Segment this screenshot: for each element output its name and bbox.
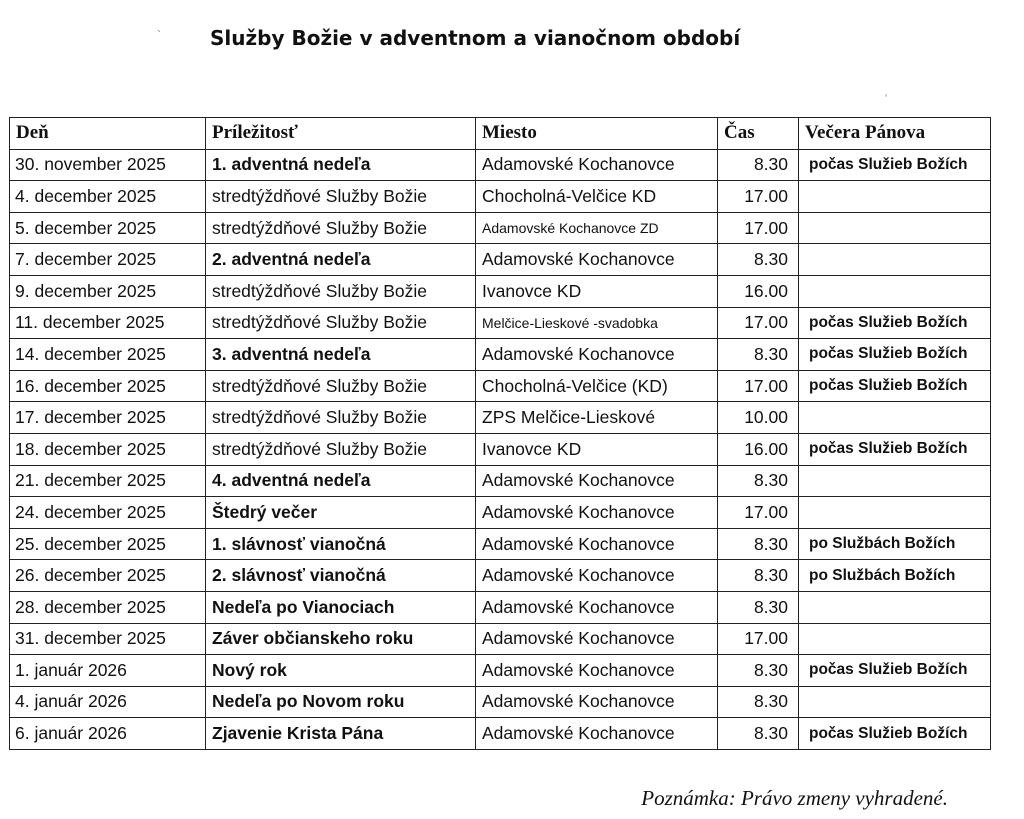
occasion-cell: stredtýždňové Služby Božie [206,307,476,339]
day-cell: 11. december 2025 [10,307,206,339]
table-row [10,560,991,592]
occasion-cell: stredtýždňové Služby Božie [206,433,476,465]
day-cell: 4. január 2026 [10,686,206,718]
day-cell: 6. január 2026 [10,718,206,750]
occasion-cell: 2. slávnosť vianočná [206,560,476,592]
table-row [10,244,991,276]
place-cell: Adamovské Kochanovce [476,623,718,655]
communion-cell [799,275,991,307]
occasion-cell: Nedeľa po Vianociach [206,591,476,623]
communion-cell [799,181,991,213]
day-cell: 25. december 2025 [10,528,206,560]
scan-speck: ` [157,28,161,42]
table-body [10,149,991,749]
column-header-day: Deň [10,118,206,150]
table-row [10,149,991,181]
time-cell: 8.30 [718,718,799,750]
time-cell: 8.30 [718,339,799,371]
day-cell: 26. december 2025 [10,560,206,592]
communion-cell: počas Služieb Božích [799,718,991,750]
place-cell: ZPS Melčice-Lieskové [476,402,718,434]
table-row [10,307,991,339]
place-cell: Adamovské Kochanovce [476,465,718,497]
time-cell: 17.00 [718,307,799,339]
place-cell: Ivanovce KD [476,433,718,465]
day-cell: 7. december 2025 [10,244,206,276]
day-cell: 31. december 2025 [10,623,206,655]
day-cell: 4. december 2025 [10,181,206,213]
occasion-cell: stredtýždňové Služby Božie [206,402,476,434]
occasion-cell: Záver občianskeho roku [206,623,476,655]
time-cell: 10.00 [718,402,799,434]
occasion-cell: Nedeľa po Novom roku [206,686,476,718]
day-cell: 24. december 2025 [10,497,206,529]
time-cell: 8.30 [718,591,799,623]
time-cell: 8.30 [718,149,799,181]
occasion-cell: 2. adventná nedeľa [206,244,476,276]
occasion-cell: stredtýždňové Služby Božie [206,212,476,244]
day-cell: 16. december 2025 [10,370,206,402]
table-row [10,591,991,623]
day-cell: 1. január 2026 [10,655,206,687]
day-cell: 14. december 2025 [10,339,206,371]
place-cell: Adamovské Kochanovce [476,655,718,687]
place-cell: Adamovské Kochanovce ZD [476,212,718,244]
table-header-row [10,118,991,150]
time-cell: 17.00 [718,370,799,402]
communion-cell [799,244,991,276]
table-row [10,275,991,307]
place-cell: Adamovské Kochanovce [476,497,718,529]
communion-cell: počas Služieb Božích [799,655,991,687]
column-header-occasion: Príležitosť [206,118,476,150]
time-cell: 8.30 [718,244,799,276]
communion-cell: počas Služieb Božích [799,307,991,339]
occasion-cell: stredtýždňové Služby Božie [206,181,476,213]
scan-speck: ‘ [885,93,888,104]
day-cell: 5. december 2025 [10,212,206,244]
place-cell: Adamovské Kochanovce [476,339,718,371]
communion-cell [799,686,991,718]
table-row [10,465,991,497]
column-header-time: Čas [718,118,799,150]
place-cell: Ivanovce KD [476,275,718,307]
time-cell: 16.00 [718,275,799,307]
day-cell: 17. december 2025 [10,402,206,434]
communion-cell [799,402,991,434]
place-cell: Melčice-Lieskové -svadobka [476,307,718,339]
day-cell: 9. december 2025 [10,275,206,307]
day-cell: 28. december 2025 [10,591,206,623]
time-cell: 8.30 [718,686,799,718]
time-cell: 16.00 [718,433,799,465]
table-row [10,433,991,465]
communion-cell: počas Služieb Božích [799,149,991,181]
place-cell: Adamovské Kochanovce [476,528,718,560]
occasion-cell: stredtýždňové Služby Božie [206,370,476,402]
table-row [10,339,991,371]
time-cell: 8.30 [718,560,799,592]
place-cell: Adamovské Kochanovce [476,591,718,623]
place-cell: Chocholná-Velčice KD [476,181,718,213]
place-cell: Adamovské Kochanovce [476,686,718,718]
table-row [10,181,991,213]
day-cell: 18. december 2025 [10,433,206,465]
table-row [10,686,991,718]
table-row [10,212,991,244]
occasion-cell: 3. adventná nedeľa [206,339,476,371]
communion-cell: počas Služieb Božích [799,433,991,465]
communion-cell [799,497,991,529]
table-row [10,718,991,750]
occasion-cell: 4. adventná nedeľa [206,465,476,497]
communion-cell [799,623,991,655]
place-cell: Adamovské Kochanovce [476,718,718,750]
time-cell: 17.00 [718,181,799,213]
communion-cell: po Službách Božích [799,528,991,560]
column-header-place: Miesto [476,118,718,150]
page-title: Služby Božie v adventnom a vianočnom období [210,26,741,50]
time-cell: 8.30 [718,528,799,560]
communion-cell [799,212,991,244]
communion-cell [799,591,991,623]
occasion-cell: 1. adventná nedeľa [206,149,476,181]
communion-cell: počas Služieb Božích [799,370,991,402]
occasion-cell: stredtýždňové Služby Božie [206,275,476,307]
table-row [10,370,991,402]
table-row [10,402,991,434]
communion-cell: počas Služieb Božích [799,339,991,371]
time-cell: 17.00 [718,497,799,529]
time-cell: 8.30 [718,655,799,687]
footnote: Poznámka: Právo zmeny vyhradené. [641,786,948,810]
table-row [10,655,991,687]
place-cell: Chocholná-Velčice (KD) [476,370,718,402]
table-row [10,528,991,560]
table-row [10,623,991,655]
time-cell: 17.00 [718,623,799,655]
occasion-cell: Štedrý večer [206,497,476,529]
column-header-communion: Večera Pánova [799,118,991,150]
place-cell: Adamovské Kochanovce [476,244,718,276]
table-row [10,497,991,529]
day-cell: 30. november 2025 [10,149,206,181]
communion-cell: po Službách Božích [799,560,991,592]
occasion-cell: Nový rok [206,655,476,687]
place-cell: Adamovské Kochanovce [476,149,718,181]
occasion-cell: Zjavenie Krista Pána [206,718,476,750]
time-cell: 17.00 [718,212,799,244]
day-cell: 21. december 2025 [10,465,206,497]
services-table [9,117,991,750]
place-cell: Adamovské Kochanovce [476,560,718,592]
occasion-cell: 1. slávnosť vianočná [206,528,476,560]
communion-cell [799,465,991,497]
time-cell: 8.30 [718,465,799,497]
